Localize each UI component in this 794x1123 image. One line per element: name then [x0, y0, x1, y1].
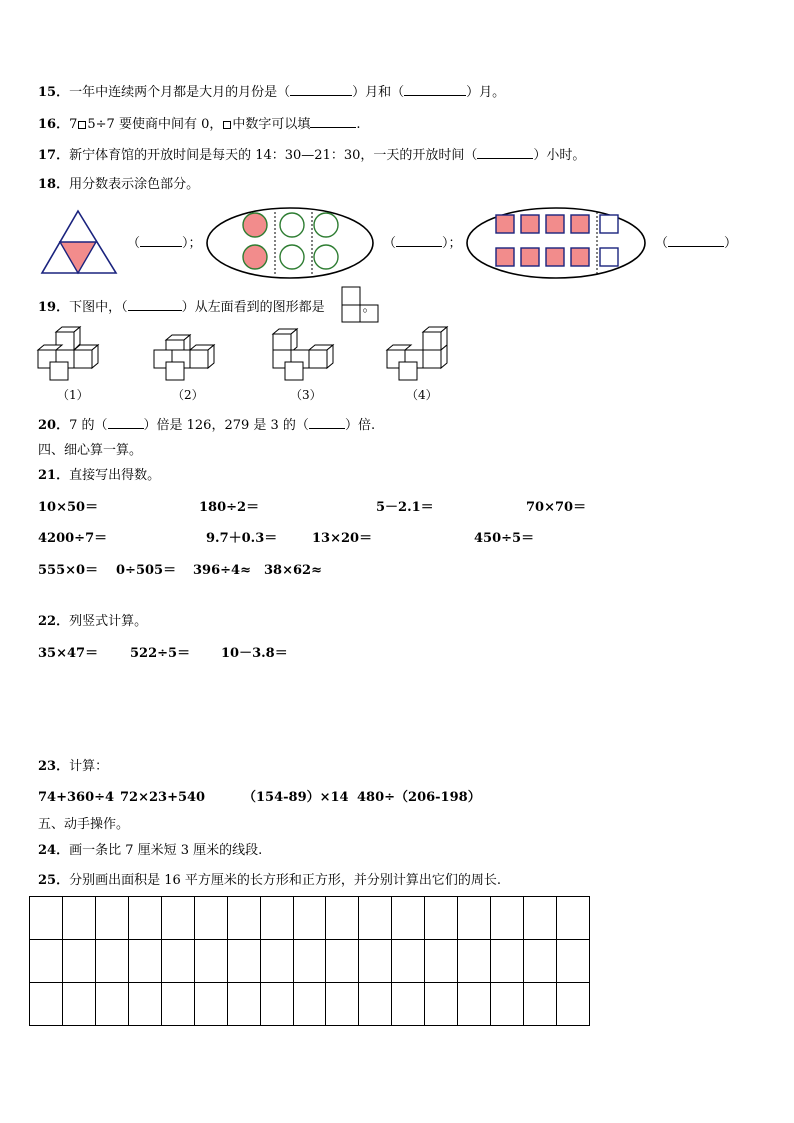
box-placeholder-icon — [78, 121, 86, 129]
grid-cell[interactable] — [194, 983, 227, 1026]
grid-cell[interactable] — [260, 983, 293, 1026]
question-25 — [38, 873, 501, 889]
question-15 — [38, 83, 505, 101]
grid-cell[interactable] — [227, 940, 260, 983]
q15-end: ）月。 — [466, 85, 506, 100]
question-23 — [38, 759, 108, 775]
q17-blank[interactable] — [477, 146, 533, 159]
q16-blank[interactable] — [310, 115, 356, 128]
grid-cell[interactable] — [458, 983, 491, 1026]
grid-cell[interactable] — [260, 897, 293, 940]
calc-item: 9.7＋0.3＝ — [206, 531, 278, 546]
grid-cell[interactable] — [161, 983, 194, 1026]
grid-cell[interactable] — [491, 940, 524, 983]
vertical-calc-item: 522÷5＝ — [130, 646, 191, 661]
q17-end: ）小时。 — [533, 148, 586, 163]
grid-cell[interactable] — [260, 940, 293, 983]
grid-cell[interactable] — [491, 897, 524, 940]
compute-item: （154-89）×14 — [243, 790, 349, 805]
compute-item: 74+360÷4 — [38, 790, 115, 805]
grid-cell[interactable] — [293, 897, 326, 940]
compute-item: 72×23+540 — [120, 790, 206, 805]
question-21 — [38, 468, 160, 484]
grid-cell[interactable] — [30, 897, 63, 940]
question-24 — [38, 843, 262, 859]
grid-cell[interactable] — [524, 983, 557, 1026]
grid-row — [30, 940, 590, 983]
q21-text: 直接写出得数。 — [69, 468, 161, 483]
calc-item: 5－2.1＝ — [376, 500, 434, 515]
figure-label-1: （1） — [57, 388, 89, 402]
q18-text: 用分数表示涂色部分。 — [69, 177, 200, 192]
grid-cell[interactable] — [359, 983, 392, 1026]
grid-row — [30, 897, 590, 940]
q18-answer-2: （ ）； — [383, 236, 462, 251]
q20-end: ）倍. — [344, 418, 376, 433]
q16-c: 中数字可以填 — [232, 117, 311, 132]
grid-cell[interactable] — [524, 897, 557, 940]
question-16 — [38, 115, 361, 133]
grid-cell[interactable] — [359, 940, 392, 983]
grid-cell[interactable] — [557, 940, 590, 983]
q15-mid: ）月和（ — [352, 85, 405, 100]
grid-cell[interactable] — [95, 940, 128, 983]
grid-cell[interactable] — [425, 940, 458, 983]
section-5-heading: 五、动手操作。 — [38, 817, 130, 832]
cube-figure-3 — [271, 326, 341, 382]
calc-item: 396÷4≈ — [193, 563, 251, 578]
cube-figure-1 — [36, 326, 106, 382]
cube-figure-4 — [385, 326, 455, 382]
q25-number: 25． — [38, 873, 70, 888]
q18-number: 18． — [38, 177, 70, 192]
q18-blank-1[interactable] — [140, 234, 182, 247]
calc-item: 180÷2＝ — [199, 500, 260, 515]
calc-item: 38×62≈ — [264, 563, 322, 578]
cube-figure-2 — [152, 326, 222, 382]
grid-cell[interactable] — [293, 940, 326, 983]
grid-cell[interactable] — [227, 983, 260, 1026]
left-view-shape-icon — [341, 286, 379, 324]
q18-answer-3: （ ） — [655, 236, 738, 251]
q15-text: 一年中连续两个月都是大月的月份是（ — [69, 85, 291, 100]
grid-cell[interactable] — [425, 897, 458, 940]
grid-cell[interactable] — [194, 940, 227, 983]
grid-cell[interactable] — [326, 983, 359, 1026]
q16-end: . — [356, 117, 361, 132]
grid-cell[interactable] — [392, 940, 425, 983]
calc-item: 0÷505＝ — [116, 563, 177, 578]
grid-cell[interactable] — [161, 897, 194, 940]
figure-label-3: （3） — [290, 388, 322, 402]
question-22 — [38, 614, 147, 630]
grid-body — [30, 897, 590, 1026]
grid-cell[interactable] — [128, 940, 161, 983]
grid-cell[interactable] — [491, 983, 524, 1026]
q20-number: 20． — [38, 418, 70, 433]
grid-cell[interactable] — [293, 983, 326, 1026]
grid-cell[interactable] — [524, 940, 557, 983]
grid-cell[interactable] — [194, 897, 227, 940]
question-20 — [38, 416, 375, 434]
grid-cell[interactable] — [425, 983, 458, 1026]
grid-cell[interactable] — [392, 983, 425, 1026]
grid-cell[interactable] — [392, 897, 425, 940]
q19-end: 。 — [362, 300, 376, 315]
grid-cell[interactable] — [161, 940, 194, 983]
drawing-grid[interactable] — [29, 896, 590, 1026]
q22-text: 列竖式计算。 — [69, 614, 148, 629]
q16-a: 7 — [69, 117, 78, 132]
calc-item: 4200÷7＝ — [38, 531, 108, 546]
grid-row — [30, 983, 590, 1026]
figure-label-4: （4） — [406, 388, 438, 402]
vertical-calc-item: 10－3.8＝ — [221, 646, 288, 661]
q18-blank-3[interactable] — [668, 234, 724, 247]
question-18 — [38, 177, 199, 193]
q20-text: 7 的（ — [69, 418, 108, 433]
calc-item: 555×0＝ — [38, 563, 99, 578]
q15-number: 15． — [38, 85, 70, 100]
q23-text: 计算： — [69, 759, 109, 774]
q24-text: 画一条比 7 厘米短 3 厘米的线段. — [69, 843, 263, 858]
q19-mid: ）从左面看到的图形都是 — [181, 300, 325, 315]
grid-cell[interactable] — [359, 897, 392, 940]
grid-cell[interactable] — [326, 940, 359, 983]
q19-blank[interactable] — [128, 298, 182, 311]
q20-mid: ）倍是 126，279 是 3 的（ — [143, 418, 309, 433]
grid-cell[interactable] — [62, 983, 95, 1026]
q21-number: 21． — [38, 468, 70, 483]
grid-cell[interactable] — [458, 897, 491, 940]
shaded-squares-figure — [465, 206, 647, 280]
grid-cell[interactable] — [95, 983, 128, 1026]
q25-text: 分别画出面积是 16 平方厘米的长方形和正方形，并分别计算出它们的周长. — [69, 873, 502, 888]
q16-b: 5÷7 要使商中间有 0， — [87, 117, 223, 132]
compute-item: 480÷（206-198） — [357, 790, 481, 805]
q19-number: 19． — [38, 300, 70, 315]
question-19 — [38, 298, 376, 316]
calc-item: 13×20＝ — [312, 531, 373, 546]
q24-number: 24． — [38, 843, 70, 858]
vertical-calc-item: 35×47＝ — [38, 646, 99, 661]
q15-blank-2[interactable] — [404, 83, 466, 96]
q17-number: 17． — [38, 148, 70, 163]
grid-cell[interactable] — [326, 897, 359, 940]
grid-cell[interactable] — [227, 897, 260, 940]
calc-item: 450÷5＝ — [474, 531, 535, 546]
box-placeholder-icon — [223, 121, 231, 129]
grid-cell[interactable] — [128, 983, 161, 1026]
grid-cell[interactable] — [458, 940, 491, 983]
shaded-triangle-figure — [40, 209, 118, 275]
q23-number: 23． — [38, 759, 70, 774]
calc-item: 10×50＝ — [38, 500, 99, 515]
q18-blank-2[interactable] — [396, 234, 442, 247]
grid-cell[interactable] — [128, 897, 161, 940]
q20-blank-2[interactable] — [309, 416, 345, 429]
figure-label-2: （2） — [172, 388, 204, 402]
grid-cell[interactable] — [95, 897, 128, 940]
section-4-heading: 四、细心算一算。 — [38, 443, 143, 458]
q19-text: 下图中，（ — [69, 300, 128, 315]
q22-number: 22． — [38, 614, 70, 629]
grid-cell[interactable] — [557, 897, 590, 940]
q16-number: 16． — [38, 117, 70, 132]
grid-cell[interactable] — [30, 983, 63, 1026]
grid-cell[interactable] — [557, 983, 590, 1026]
grid-cell[interactable] — [30, 940, 63, 983]
q15-blank-1[interactable] — [290, 83, 352, 96]
grid-cell[interactable] — [62, 940, 95, 983]
question-17 — [38, 146, 585, 164]
q17-text: 新宁体育馆的开放时间是每天的 14：30—21：30，一天的开放时间（ — [69, 148, 478, 163]
q20-blank-1[interactable] — [108, 416, 144, 429]
shaded-circles-figure — [205, 206, 375, 280]
grid-cell[interactable] — [62, 897, 95, 940]
q18-answer-1: （ ）； — [127, 236, 202, 251]
calc-item: 70×70＝ — [526, 500, 587, 515]
